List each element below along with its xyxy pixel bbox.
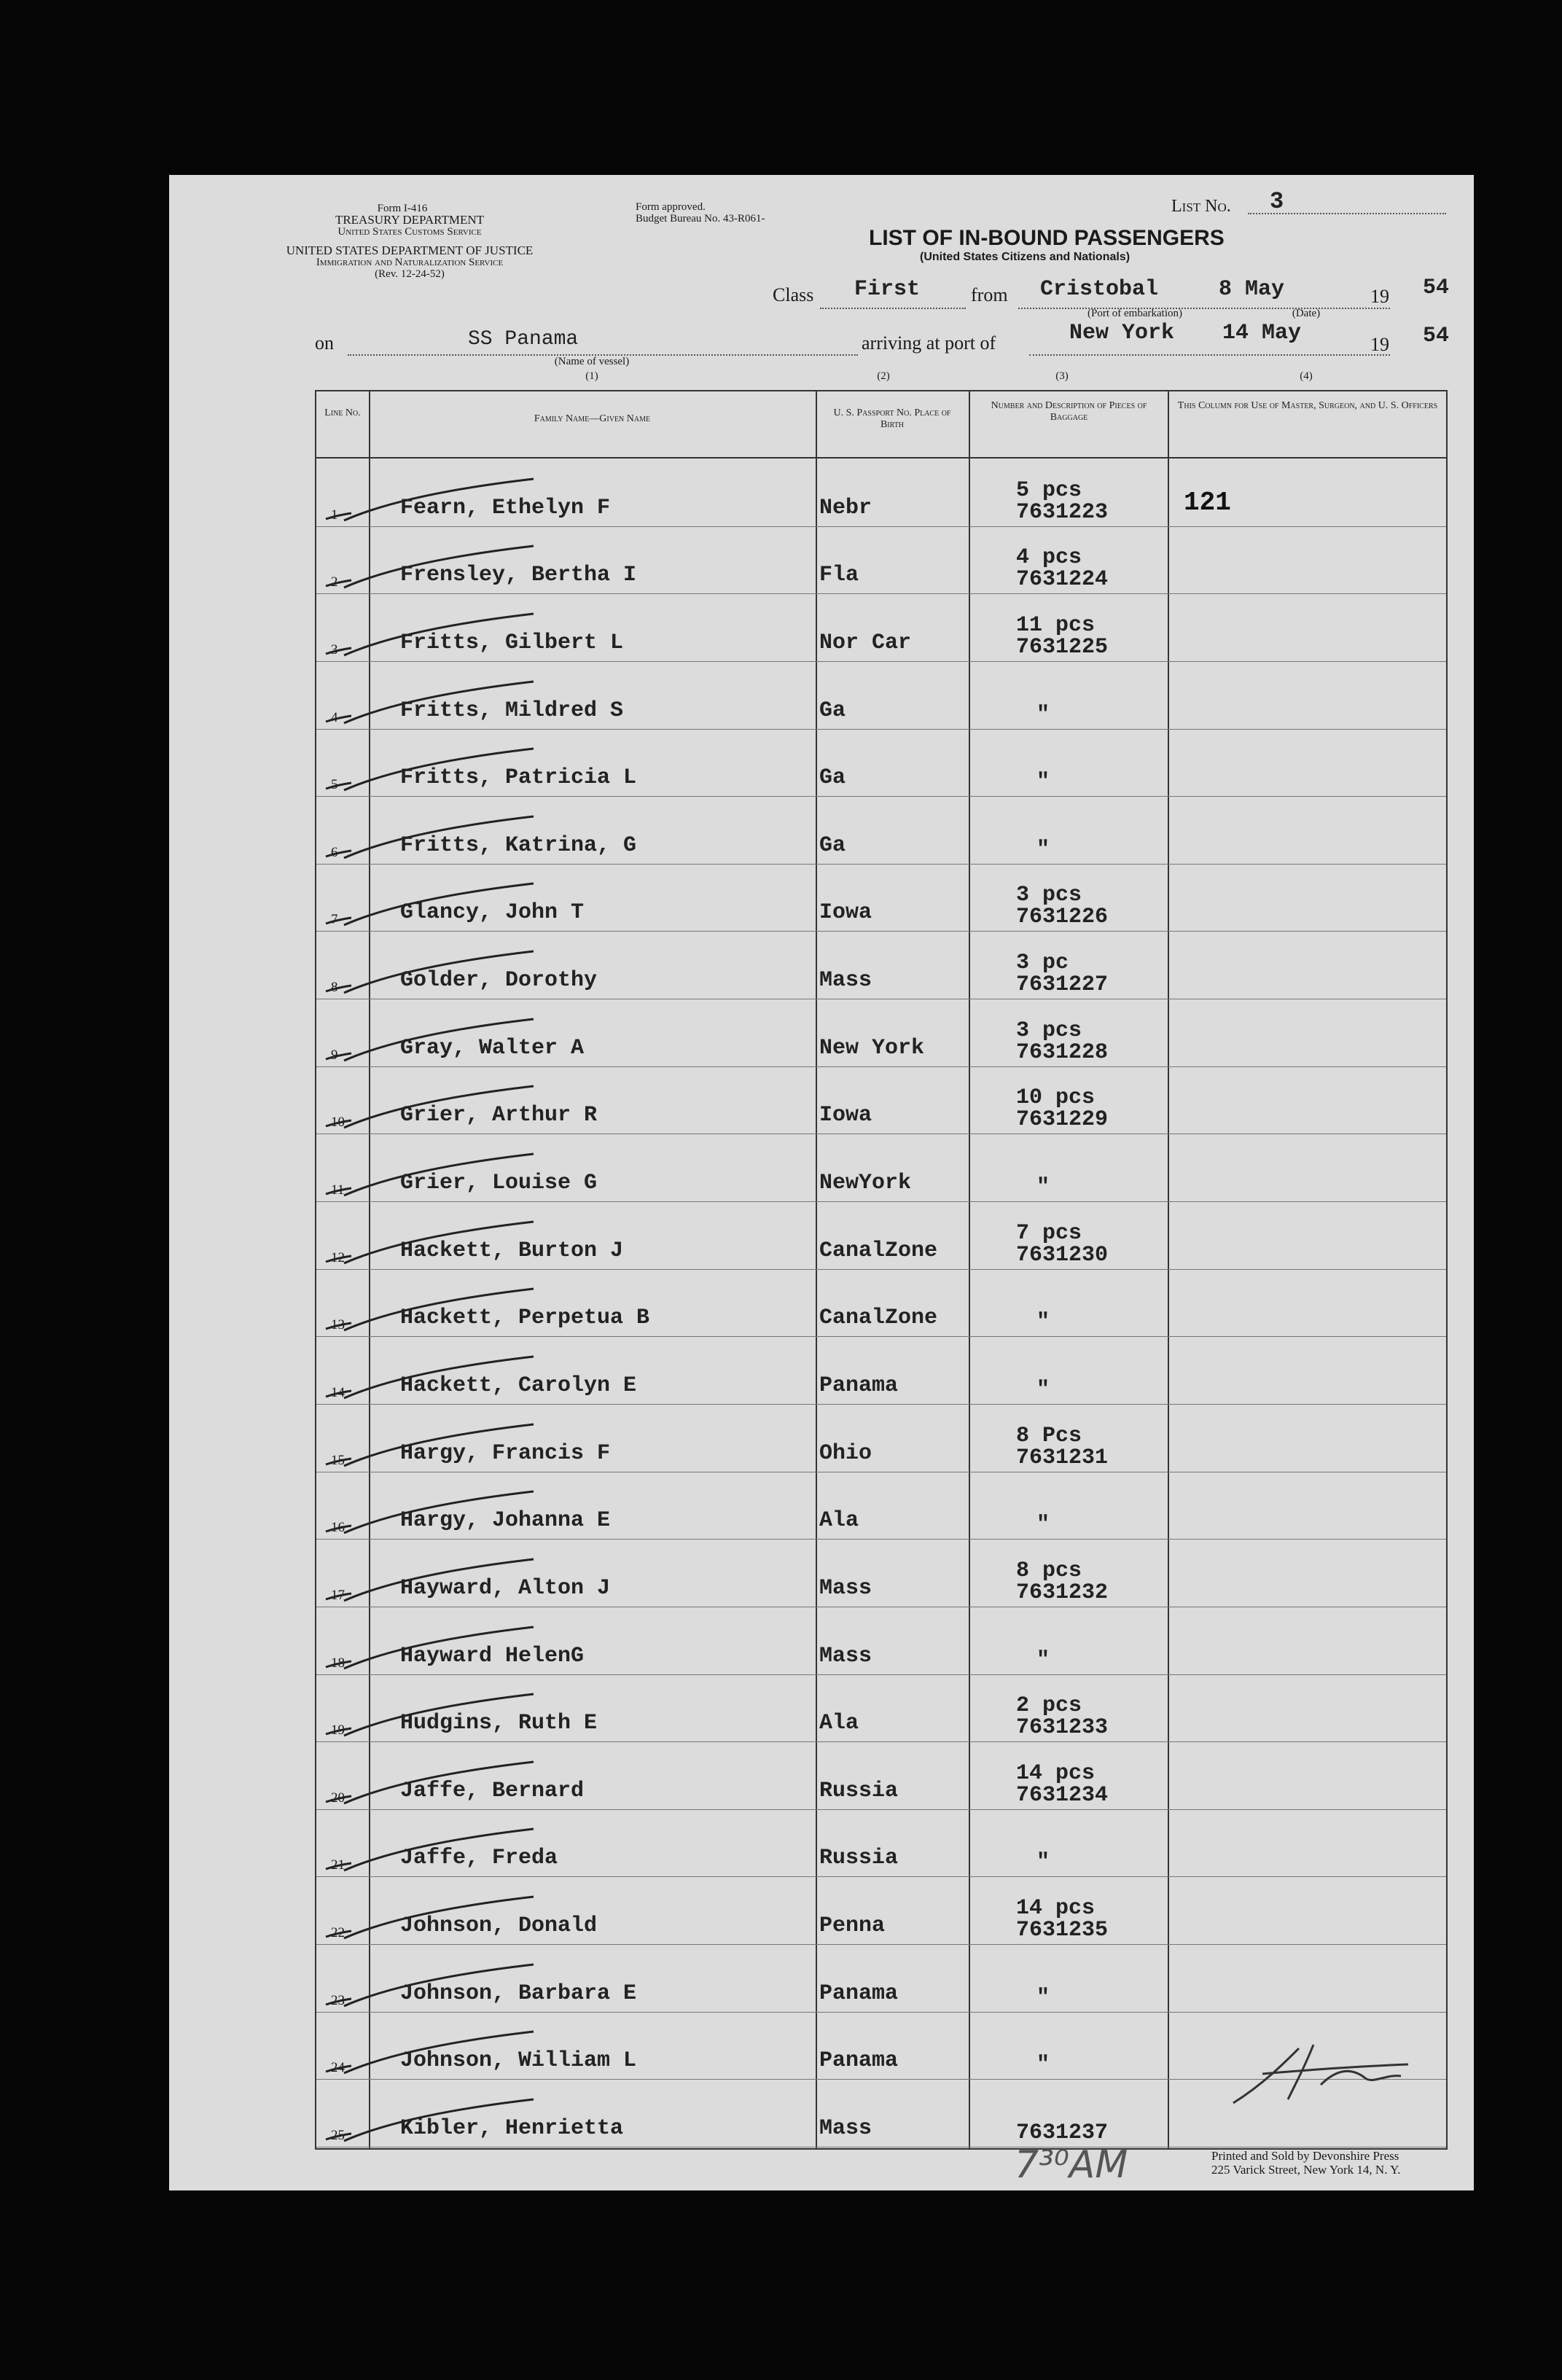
line-number: 15 [331,1452,345,1468]
baggage-number: " [1036,1377,1050,1402]
baggage-number: " [1036,1850,1050,1876]
passenger-name: Fritts, Patricia L [400,765,637,791]
table-row [316,931,1446,999]
list-no-value: 3 [1270,188,1284,215]
table-row [316,1066,1446,1135]
check-mark [322,1218,541,1276]
check-mark [322,678,541,736]
baggage-number: " [1036,2053,1050,2078]
baggage-cell [1016,1647,1050,1673]
place-of-birth: New York [819,1035,925,1061]
header-name: Family Name—Given Name [534,413,651,424]
passenger-name: Hudgins, Ruth E [400,1711,598,1736]
baggage-cell [1016,1560,1108,1604]
baggage-count: 4 pcs [1016,545,1082,571]
check-mark [322,542,541,601]
table-row [316,1607,1446,1675]
table-row [316,1201,1446,1270]
passenger-table [315,390,1448,2150]
baggage-number: 7631237 [1016,2120,1109,2145]
arrival-port: New York [1069,321,1175,346]
check-mark [322,1825,541,1884]
baggage-number: " [1036,1175,1050,1201]
passenger-name: Glancy, John T [400,900,585,926]
table-row [316,661,1446,730]
baggage-cell [1016,1425,1108,1469]
treasury-dept: TREASURY DEPARTMENT [335,213,485,227]
baggage-count: 3 pcs [1016,1018,1082,1043]
baggage-cell [1016,1020,1108,1064]
table-row [316,459,1446,527]
place-of-birth: Russia [819,1846,899,1871]
place-of-birth: Panama [819,2048,899,2074]
baggage-number: " [1036,837,1050,862]
baggage-cell [1016,1311,1050,1333]
header-baggage: Number and Description of Pieces of Baggage [991,400,1147,423]
table-row [316,1741,1446,1810]
line-number: 20 [331,1790,345,1806]
form-number: Form I-416 [377,203,428,214]
baggage-number: " [1036,1310,1050,1335]
table-row [316,1472,1446,1540]
date-note: (Date) [1292,308,1321,319]
baggage-number: 7631232 [1016,1580,1109,1605]
check-mark [322,1758,541,1817]
officer-note: 121 [1184,487,1231,518]
place-of-birth: Ga [819,765,846,791]
check-mark [322,948,541,1006]
check-mark [322,610,541,668]
line-number: 22 [331,1925,345,1941]
check-mark [322,1488,541,1546]
baggage-cell [1016,884,1108,928]
check-mark [322,1623,541,1682]
passenger-name: Gray, Walter A [400,1035,585,1061]
check-mark [322,1893,541,1951]
line-number: 23 [331,1992,345,2008]
table-row [316,999,1446,1067]
place-of-birth: Nebr [819,495,872,520]
from-port: Cristobal [1040,277,1159,302]
list-no-label: List No. [1171,197,1231,216]
on-label: on [315,332,334,354]
passenger-name: Fearn, Ethelyn F [400,495,611,520]
place-of-birth: Iowa [819,1103,872,1128]
place-of-birth: Mass [819,1575,872,1601]
table-row [316,1269,1446,1338]
arrival-date: 14 May [1222,321,1302,346]
baggage-number: 7631227 [1016,972,1109,998]
baggage-count: 2 pcs [1016,1693,1082,1719]
vessel-note: (Name of vessel) [554,356,630,367]
baggage-cell [1016,614,1108,658]
arriving-label: arriving at port of [862,332,996,354]
from-date: 8 May [1219,277,1285,302]
passenger-name: Grier, Louise G [400,1171,598,1196]
year-prefix-1: 19 [1370,286,1389,307]
baggage-cell [1016,1087,1108,1131]
passenger-name: Jaffe, Freda [400,1846,558,1871]
header-officers: This Column for Use of Master, Surgeon, and U. S. Officers [1177,400,1438,411]
place-of-birth: NewYork [819,1171,912,1196]
passenger-name: Golder, Dorothy [400,968,598,994]
passenger-name: Hargy, Johanna E [400,1508,611,1534]
place-of-birth: Ga [819,698,846,723]
line-number: 9 [331,1047,338,1063]
col-num-4: (4) [1300,370,1313,382]
line-number: 6 [331,844,338,860]
check-mark [322,1690,541,1749]
check-mark [322,745,541,803]
place-of-birth: Russia [819,1778,899,1803]
baggage-count: 14 pcs [1016,1896,1096,1921]
header-line-no: Line No. [324,407,361,418]
place-of-birth: Ala [819,1508,859,1534]
place-of-birth: Mass [819,1643,872,1669]
line-number: 16 [331,1520,345,1536]
place-of-birth: Ala [819,1711,859,1736]
table-row [316,1404,1446,1472]
table-row [316,864,1446,932]
check-mark [322,1556,541,1614]
check-mark [322,1015,541,1074]
passenger-name: Hackett, Burton J [400,1238,624,1263]
table-row [316,1336,1446,1405]
line-number: 12 [331,1249,345,1265]
check-mark [322,880,541,938]
baggage-number: " [1036,1647,1050,1673]
baggage-cell [1016,952,1108,996]
baggage-number: 7631228 [1016,1039,1109,1065]
baggage-count: 10 pcs [1016,1085,1096,1111]
passenger-rows [316,459,1446,2148]
line-number: 8 [331,980,338,996]
line-number: 21 [331,1857,345,1873]
baggage-cell [1016,1222,1108,1266]
line-number: 10 [331,1115,345,1131]
line-number: 24 [331,2060,345,2076]
passenger-name: Fritts, Katrina, G [400,832,637,858]
place-of-birth: Panama [819,1373,899,1398]
table-row [316,1539,1446,1607]
passenger-name: Fritts, Gilbert L [400,630,624,655]
check-mark [322,1285,541,1343]
revision-date: (Rev. 12-24-52) [375,268,445,280]
baggage-number: 7631226 [1016,905,1109,930]
passenger-name: Johnson, William L [400,2048,637,2074]
line-number: 3 [331,641,338,658]
baggage-cell [1016,545,1109,593]
header-passport: U. S. Passport No. Place of Birth [833,407,951,430]
baggage-count: 3 pcs [1016,883,1082,908]
passenger-name: Jaffe, Bernard [400,1778,585,1803]
baggage-number: 7631234 [1016,1782,1109,1808]
line-number: 17 [331,1587,345,1603]
page-subtitle: (United States Citizens and Nationals) [920,251,1131,263]
year-2: 54 [1423,324,1450,348]
baggage-number: " [1036,770,1050,795]
passenger-name: Hackett, Perpetua B [400,1306,650,1331]
line-number: 13 [331,1317,345,1333]
place-of-birth: Ga [819,832,846,858]
baggage-cell [1016,704,1050,726]
baggage-cell [1016,1760,1109,1808]
passenger-name: Johnson, Barbara E [400,1981,637,2006]
baggage-cell [1016,1897,1108,1941]
place-of-birth: CanalZone [819,1238,938,1263]
line-number: 19 [331,1722,345,1739]
baggage-number: " [1036,1513,1050,1538]
passenger-name: Hackett, Carolyn E [400,1373,637,1398]
baggage-count: 11 pcs [1016,612,1096,638]
baggage-count: 5 pcs [1016,477,1082,503]
check-mark [322,1421,541,1479]
passenger-name: Hargy, Francis F [400,1440,611,1466]
line-number: 11 [331,1182,345,1198]
arrival-time-note: 7³⁰AM [1015,2143,1128,2187]
baggage-cell [1016,1987,1050,2009]
year-prefix-2: 19 [1370,334,1389,355]
page-title: LIST OF IN-BOUND PASSENGERS [869,226,1225,250]
table-row [316,1674,1446,1743]
baggage-count: 8 pcs [1016,1558,1082,1583]
customs-service: United States Customs Service [337,226,482,238]
baggage-number: 7631235 [1016,1918,1109,1943]
line-number: 7 [331,912,338,928]
form-approved: Form approved. [636,201,706,213]
check-mark [322,813,541,871]
line-number: 18 [331,1655,345,1671]
passenger-name: Johnson, Donald [400,1913,598,1939]
baggage-cell [1016,477,1109,525]
line-number: 14 [331,1384,345,1400]
baggage-count: 14 pcs [1016,1760,1096,1786]
baggage-cell [1016,1850,1050,1876]
baggage-cell [1016,1175,1050,1201]
table-row [316,593,1446,662]
baggage-number: 7631233 [1016,1715,1109,1741]
table-row [316,796,1446,865]
class-label: Class [773,284,814,305]
line-number: 4 [331,709,338,725]
check-mark [322,1082,541,1141]
baggage-number: 7631230 [1016,1242,1109,1268]
baggage-number: 7631224 [1016,567,1109,593]
line-number: 2 [331,574,338,590]
baggage-number: 7631223 [1016,499,1109,525]
place-of-birth: Ohio [819,1440,872,1466]
table-row [316,729,1446,797]
baggage-number: 7631225 [1016,634,1109,660]
baggage-number: " [1036,1985,1050,2010]
class-value: First [854,277,921,302]
officer-signature [1219,2034,1437,2114]
check-mark [322,1150,541,1209]
place-of-birth: Mass [819,2115,872,2141]
printer-line-1: Printed and Sold by Devonshire Press [1211,2149,1399,2163]
baggage-number: 7631231 [1016,1445,1109,1470]
from-label: from [971,284,1008,305]
baggage-cell [1016,1695,1108,1739]
col-num-2: (2) [877,370,890,382]
baggage-number: 7631229 [1016,1107,1109,1133]
place-of-birth: CanalZone [819,1306,938,1331]
passenger-name: Fritts, Mildred S [400,698,624,723]
baggage-cell [1016,2122,1108,2144]
budget-bureau: Budget Bureau No. 43-R061- [636,213,765,225]
table-row [316,1809,1446,1878]
justice-dept: UNITED STATES DEPARTMENT OF JUSTICE [286,243,534,257]
table-row [316,1134,1446,1202]
place-of-birth: Panama [819,1981,899,2006]
check-mark [322,475,541,534]
vessel-name: SS Panama [468,328,579,351]
check-mark [322,1353,541,1411]
place-of-birth: Fla [819,563,859,588]
baggage-cell [1016,839,1050,861]
baggage-number: " [1036,702,1050,727]
table-row [316,526,1446,595]
passenger-list-page [169,175,1474,2190]
port-note: (Port of embarkation) [1087,308,1182,319]
baggage-cell [1016,2054,1050,2076]
printer-line-2: 225 Varick Street, New York 14, N. Y. [1211,2163,1401,2177]
col-num-3: (3) [1055,370,1069,382]
check-mark [322,2028,541,2086]
check-mark [322,1961,541,2019]
passenger-name: Hayward, Alton J [400,1575,611,1601]
check-mark [322,2096,541,2154]
table-row [316,1944,1446,2013]
baggage-cell [1016,771,1050,793]
baggage-count: 3 pc [1016,951,1069,976]
place-of-birth: Penna [819,1913,886,1939]
baggage-count: 8 Pcs [1016,1423,1082,1448]
ins-service: Immigration and Naturalization Service [316,257,504,268]
place-of-birth: Mass [819,968,872,994]
year-1: 54 [1423,276,1450,300]
baggage-count: 7 pcs [1016,1220,1082,1246]
place-of-birth: Nor Car [819,630,912,655]
passenger-name: Hayward HelenG [400,1643,585,1669]
passenger-name: Frensley, Bertha I [400,563,637,588]
line-number: 5 [331,777,338,793]
baggage-cell [1016,1379,1050,1401]
line-number: 25 [331,2127,345,2143]
baggage-cell [1016,1514,1050,1536]
passenger-name: Grier, Arthur R [400,1103,598,1128]
passenger-name: Kibler, Henrietta [400,2115,624,2141]
line-number: 1 [331,507,338,523]
col-num-1: (1) [585,370,598,382]
table-row [316,1876,1446,1945]
place-of-birth: Iowa [819,900,872,926]
